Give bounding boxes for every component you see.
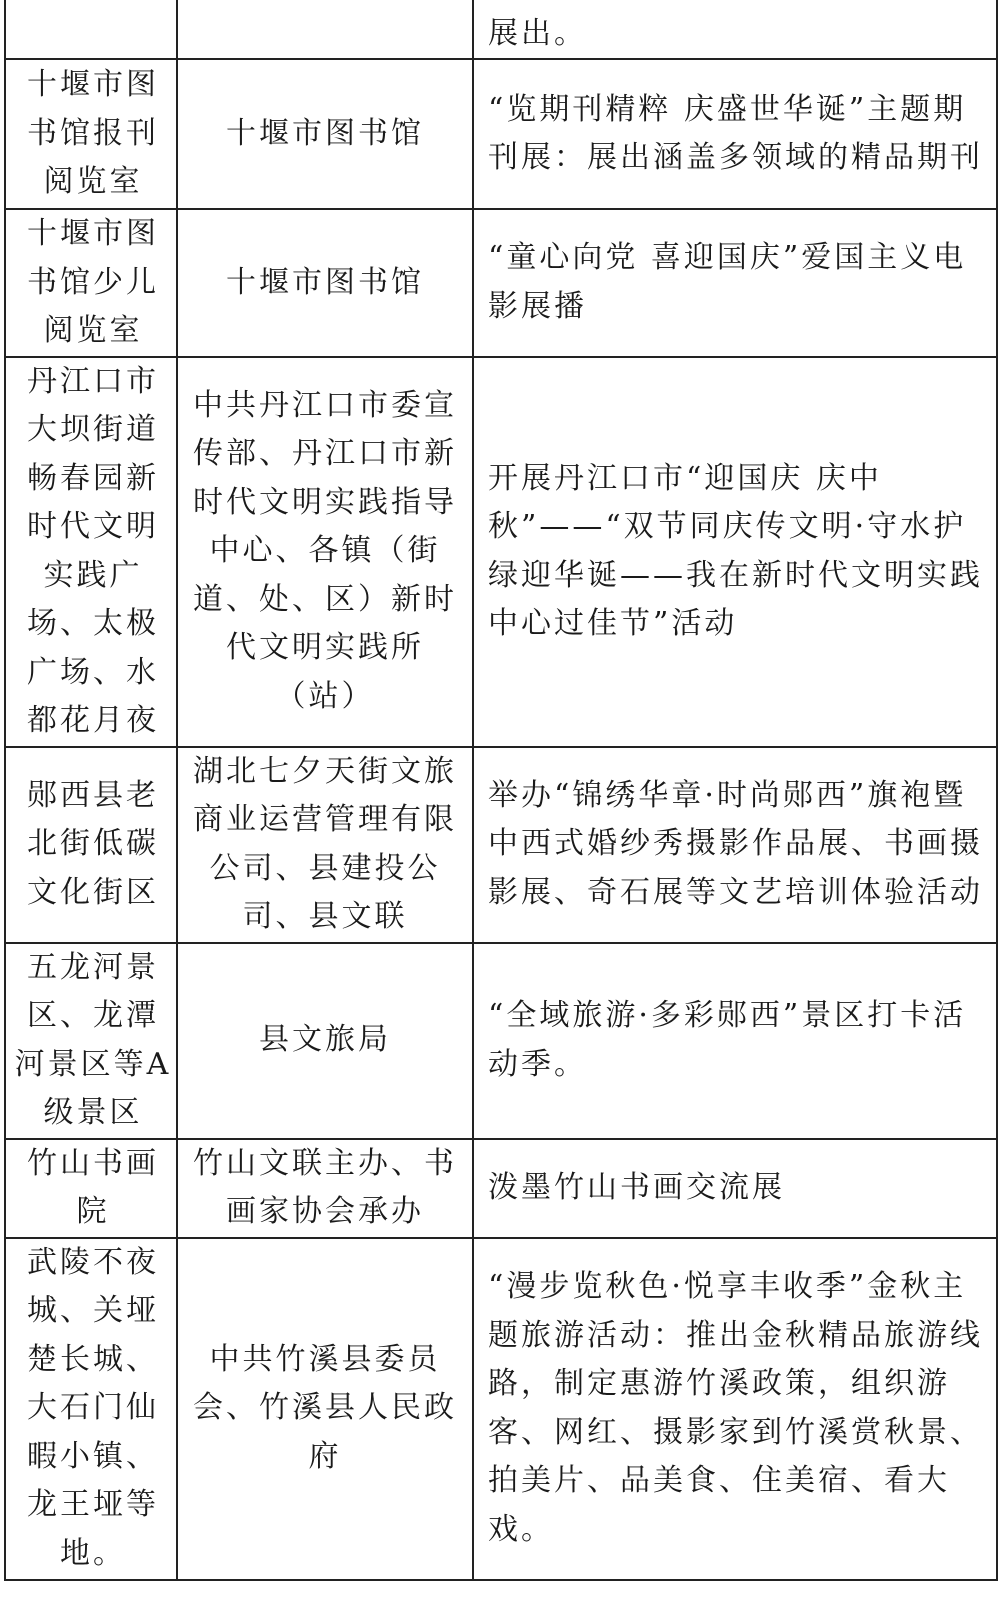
venue-cell: 五龙河景区、龙潭河景区等A级景区 [5, 943, 177, 1139]
activity-cell: “童心向党 喜迎国庆”爱国主义电影展播 [473, 209, 997, 357]
table-row [5, 1139, 997, 1238]
venue-cell: 十堰市图书馆报刊阅览室 [5, 59, 177, 209]
activity-cell: 开展丹江口市“迎国庆 庆中秋”——“双节同庆传文明·守水护绿迎华诞——我在新时代文明实践中心过佳节”活动 [473, 357, 997, 747]
venue-cell: 丹江口市大坝街道畅春园新时代文明实践广场、太极广场、水都花月夜 [5, 357, 177, 747]
table-row [5, 943, 997, 1139]
venue-cell: 郧西县老北街低碳文化街区 [5, 747, 177, 943]
organizer-cell [177, 0, 473, 59]
activity-cell: “全域旅游·多彩郧西”景区打卡活动季。 [473, 943, 997, 1139]
table-row [5, 0, 997, 59]
table-row [5, 357, 997, 747]
activity-cell: 泼墨竹山书画交流展 [473, 1139, 997, 1238]
table-row [5, 747, 997, 943]
organizer-cell: 中共丹江口市委宣传部、丹江口市新时代文明实践指导中心、各镇（街道、处、区）新时代文明实践所（站） [177, 357, 473, 747]
organizer-cell: 县文旅局 [177, 943, 473, 1139]
activity-cell: “漫步览秋色·悦享丰收季”金秋主题旅游活动：推出金秋精品旅游线路，制定惠游竹溪政策，组织游客、网红、摄影家到竹溪赏秋景、拍美片、品美食、住美宿、看大戏。 [473, 1238, 997, 1580]
activity-cell: 展出。 [473, 0, 997, 59]
organizer-cell: 湖北七夕天街文旅商业运营管理有限公司、县建投公司、县文联 [177, 747, 473, 943]
venue-cell: 武陵不夜城、关垭楚长城、大石门仙暇小镇、龙王垭等地。 [5, 1238, 177, 1580]
table-row [5, 59, 997, 209]
venue-cell: 竹山书画院 [5, 1139, 177, 1238]
activity-cell: 举办“锦绣华章·时尚郧西”旗袍暨中西式婚纱秀摄影作品展、书画摄影展、奇石展等文艺培训体验活动 [473, 747, 997, 943]
organizer-cell: 中共竹溪县委员会、竹溪县人民政府 [177, 1238, 473, 1580]
organizer-cell: 十堰市图书馆 [177, 59, 473, 209]
events-table [4, 0, 998, 1581]
table-row [5, 209, 997, 357]
organizer-cell: 十堰市图书馆 [177, 209, 473, 357]
activity-cell: “览期刊精粹 庆盛世华诞”主题期刊展：展出涵盖多领域的精品期刊 [473, 59, 997, 209]
venue-cell [5, 0, 177, 59]
organizer-cell: 竹山文联主办、书画家协会承办 [177, 1139, 473, 1238]
venue-cell: 十堰市图书馆少儿阅览室 [5, 209, 177, 357]
table-row [5, 1238, 997, 1580]
